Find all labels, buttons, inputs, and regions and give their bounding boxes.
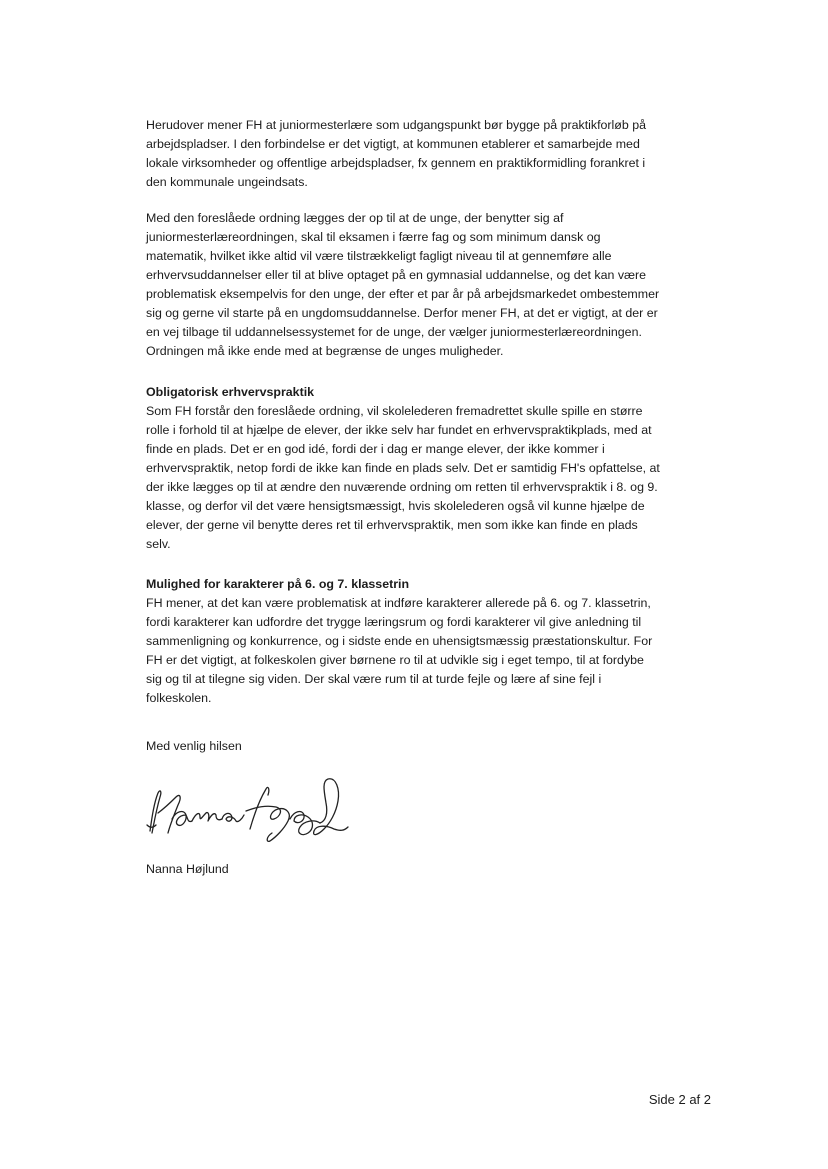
text-line: erhvervspraktik, netop fordi de ikke kan finde en plads selv. Det er samtidig FH's opfattelse, at bbox=[146, 461, 660, 475]
text-line: sig og gerne vil starte på en ungdomsuddannelse. Derfor mener FH, at det er vigtigt, at der er bbox=[146, 306, 658, 320]
text-line: sig og til at tilegne sig viden. Der skal være rum til at turde fejle og lære af sine fejl i bbox=[146, 672, 602, 686]
text-line: erhvervsuddannelser eller til at blive optaget på en gymnasial uddannelse, og det kan være bbox=[146, 268, 647, 282]
text-line: finde en plads. Det er en god idé, fordi der i dag er mange elever, der ikke kommer i bbox=[146, 442, 605, 456]
section-heading: Obligatorisk erhvervspraktik bbox=[146, 385, 315, 399]
text-line: matematik, hvilket ikke altid vil være tilstrækkeligt fagligt niveau til at gennemføre alle bbox=[146, 249, 612, 263]
text-line: Som FH forstår den foreslåede ordning, vil skolelederen fremadrettet skulle spille en større bbox=[146, 404, 643, 418]
closing-greeting: Med venlig hilsen bbox=[146, 739, 242, 753]
section-heading: Mulighed for karakterer på 6. og 7. klassetrin bbox=[146, 577, 410, 591]
text-line: FH mener, at det kan være problematisk at indføre karakterer allerede på 6. og 7. klassetrin, bbox=[146, 596, 651, 610]
text-line: rolle i forhold til at hjælpe de elever, der ikke selv har fundet en erhvervspraktikplads, med at bbox=[146, 423, 652, 437]
text-line: Med den foreslåede ordning lægges der op til at de unge, der benytter sig af bbox=[146, 211, 564, 225]
paragraph-juniormesterlaere-praktik bbox=[146, 116, 646, 192]
text-line: Herudover mener FH at juniormesterlære som udgangspunkt bør bygge på praktikforløb på bbox=[146, 118, 646, 132]
text-line: fordi karakterer kan udfordre det trygge læringsrum og fordi karakterer vil give anledning til bbox=[146, 615, 642, 629]
text-line: arbejdspladser. I den forbindelse er det vigtigt, at kommunen etablerer et samarbejde med bbox=[146, 137, 640, 151]
text-line: selv. bbox=[146, 537, 171, 551]
text-line: klasse, og derfor vil det være hensigtsmæssigt, hvis skolelederen også vil kunne hjælpe de bbox=[146, 499, 645, 513]
section-karakterer-klassetrin bbox=[146, 575, 652, 708]
text-line: en vej tilbage til uddannelsessystemet for de unge, der vælger juniormesterlæreordningen. bbox=[146, 325, 642, 339]
text-line: lokale virksomheder og offentlige arbejdspladser, fx gennem en praktikformidling forankret i bbox=[146, 156, 646, 170]
text-line: elever, der gerne vil benytte deres ret til erhvervspraktik, men som ikke kan finde en plads bbox=[146, 518, 638, 532]
handwritten-signature bbox=[142, 767, 362, 847]
text-line: sammenligning og konkurrence, og i sidste ende en uhensigtsmæssig præstationskultur. For bbox=[146, 634, 653, 648]
signer-name: Nanna Højlund bbox=[146, 862, 229, 876]
text-line: juniormesterlæreordningen, skal til eksamen i færre fag og som minimum dansk og bbox=[146, 230, 601, 244]
page-number: Side 2 af 2 bbox=[648, 1092, 711, 1107]
paragraph-eksamen-ordning bbox=[146, 209, 659, 361]
text-line: folkeskolen. bbox=[146, 691, 212, 705]
text-line: den kommunale ungeindsats. bbox=[146, 175, 308, 189]
section-obligatorisk-erhvervspraktik bbox=[146, 383, 660, 554]
text-line: problematisk eksempelvis for den unge, der efter et par år på arbejdsmarkedet ombestemmer bbox=[146, 287, 660, 301]
text-line: Ordningen må ikke ende med at begrænse de unges muligheder. bbox=[146, 344, 504, 358]
text-line: FH er det vigtigt, at folkeskolen giver børnene ro til at udvikle sig i eget tempo, til at fordybe bbox=[146, 653, 644, 667]
text-line: der ikke lægges op til at ændre den nuværende ordning om retten til erhvervspraktik i 8. og 9. bbox=[146, 480, 658, 494]
